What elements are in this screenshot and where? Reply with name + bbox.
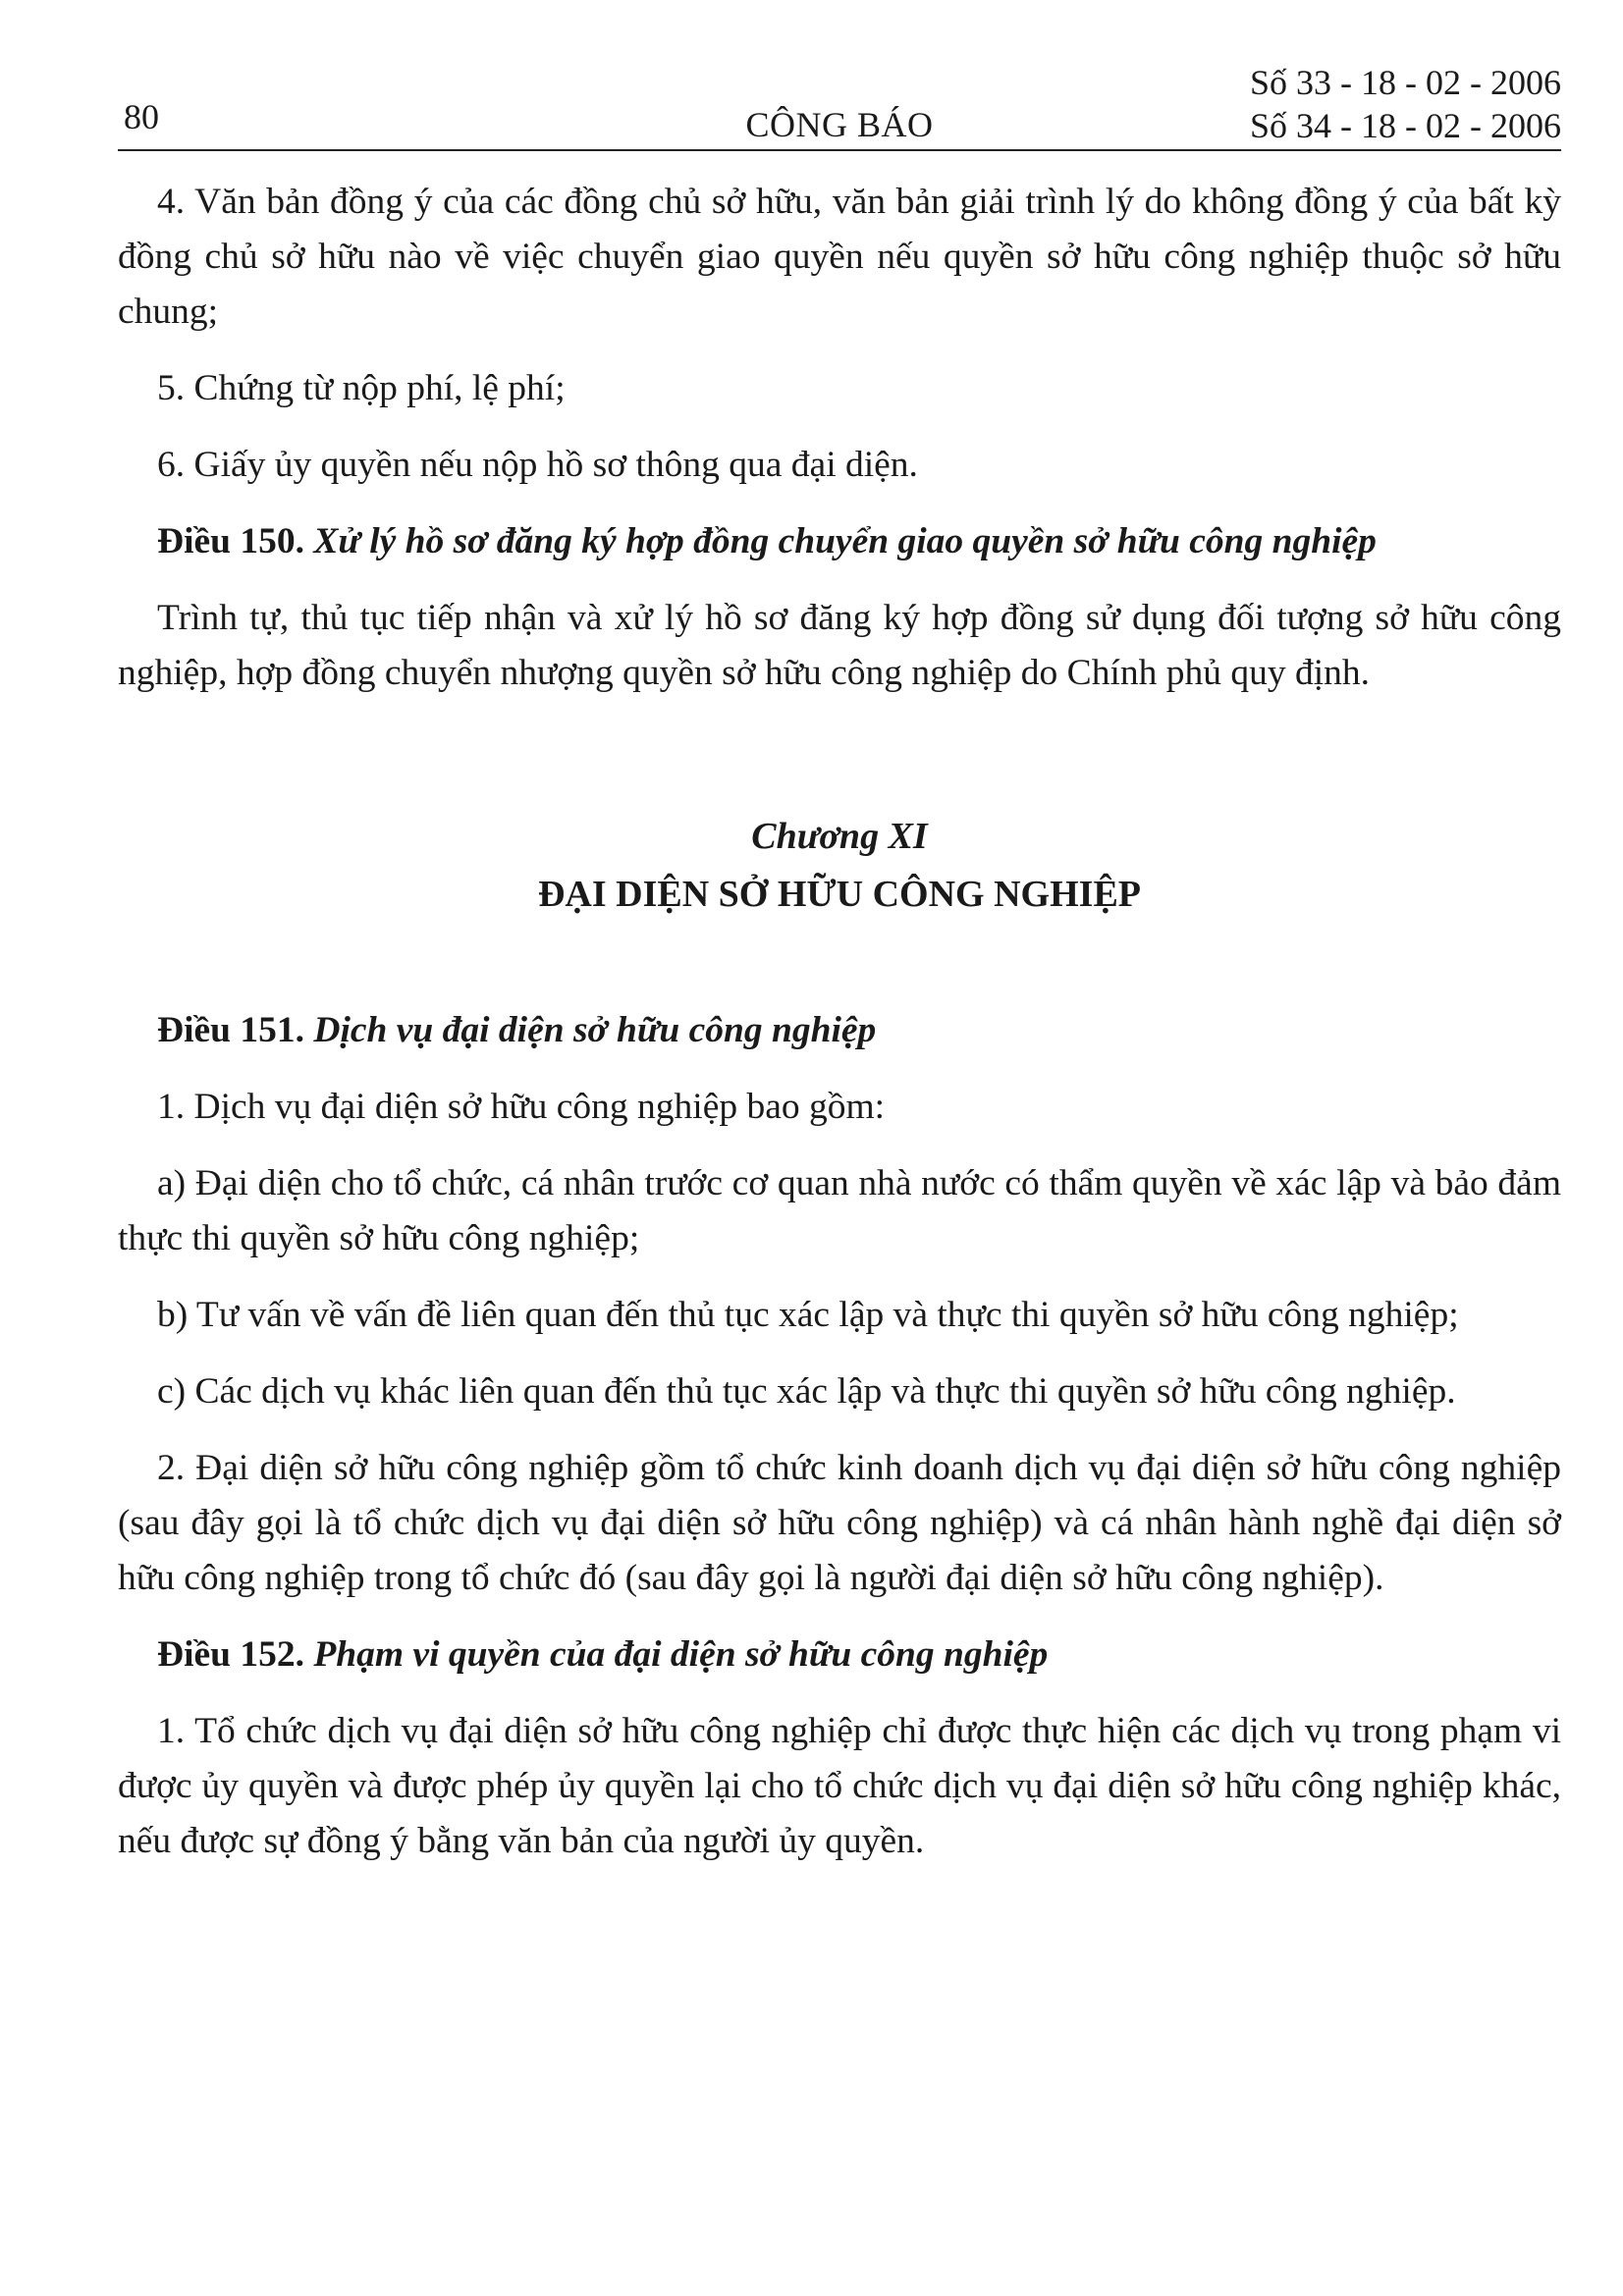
article-152-clause-1: 1. Tổ chức dịch vụ đại diện sở hữu công nghiệp chỉ được thực hiện các dịch vụ trong phạm vi được ủy quyền và được phép ủy quyền lại cho tổ chức dịch vụ đại diện sở hữu công nghiệp khác, nếu được sự đồng ý bằng văn bản của người ủy quyền. — [118, 1711, 1561, 1861]
chapter-title: ĐẠI DIỆN SỞ HỮU CÔNG NGHIỆP — [537, 874, 1142, 915]
article-151-point-c: c) Các dịch vụ khác liên quan đến thủ tục xác lập và thực thi quyền sở hữu công nghiệp. — [157, 1371, 1456, 1412]
article-151-clause-1: 1. Dịch vụ đại diện sở hữu công nghiệp bao gồm: — [157, 1087, 886, 1127]
article-150-label: Điều 150. — [157, 521, 304, 561]
article-150-heading — [118, 514, 1561, 569]
chapter-label: Chương XI — [751, 816, 928, 857]
gazette-page — [118, 59, 1561, 1891]
page-number: 80 — [124, 97, 159, 136]
item-4: 4. Văn bản đồng ý của các đồng chủ sở hữu, văn bản giải trình lý do không đồng ý của bất kỳ đồng chủ sở hữu nào về việc chuyển giao quyền nếu quyền sở hữu công nghiệp thuộc sở hữu chung; — [118, 182, 1561, 332]
article-151-heading — [118, 1003, 1561, 1058]
article-152-title: Phạm vi quyền của đại diện sở hữu công nghiệp — [313, 1634, 1049, 1675]
issue-numbers — [1250, 61, 1561, 147]
article-151-label: Điều 151. — [157, 1010, 304, 1050]
article-151-clause-2: 2. Đại diện sở hữu công nghiệp gồm tổ chức kinh doanh dịch vụ đại diện sở hữu công nghiệp (sau đây gọi là tổ chức dịch vụ đại diện sở hữu công nghiệp) và cá nhân hành nghề đại diện sở hữu công nghiệp trong tổ chức đó (sau đây gọi là người đại diện sở hữu công nghiệp). — [118, 1448, 1561, 1598]
page-header — [118, 59, 1561, 151]
article-152-label: Điều 152. — [157, 1634, 304, 1675]
issue-line-2: Số 34 - 18 - 02 - 2006 — [1250, 106, 1561, 145]
item-6: 6. Giấy ủy quyền nếu nộp hồ sơ thông qua đại diện. — [157, 445, 918, 485]
article-150-text: Trình tự, thủ tục tiếp nhận và xử lý hồ sơ đăng ký hợp đồng sử dụng đối tượng sở hữu công nghiệp, hợp đồng chuyển nhượng quyền sở hữu công nghiệp do Chính phủ quy định. — [118, 598, 1561, 693]
article-151-title: Dịch vụ đại diện sở hữu công nghiệp — [313, 1010, 877, 1050]
article-151-point-b: b) Tư vấn về vấn đề liên quan đến thủ tục xác lập và thực thi quyền sở hữu công nghiệp; — [157, 1295, 1459, 1335]
chapter-heading — [118, 809, 1561, 925]
article-150-title: Xử lý hồ sơ đăng ký hợp đồng chuyển giao quyền sở hữu công nghiệp — [313, 521, 1377, 561]
publication-title: CÔNG BÁO — [745, 105, 934, 144]
issue-line-1: Số 33 - 18 - 02 - 2006 — [1250, 63, 1561, 102]
article-151-point-a: a) Đại diện cho tổ chức, cá nhân trước cơ quan nhà nước có thẩm quyền về xác lập và bảo đảm thực thi quyền sở hữu công nghiệp; — [118, 1163, 1561, 1258]
article-152-heading — [118, 1628, 1561, 1682]
item-5: 5. Chứng từ nộp phí, lệ phí; — [157, 368, 566, 408]
page-body — [118, 175, 1561, 1869]
